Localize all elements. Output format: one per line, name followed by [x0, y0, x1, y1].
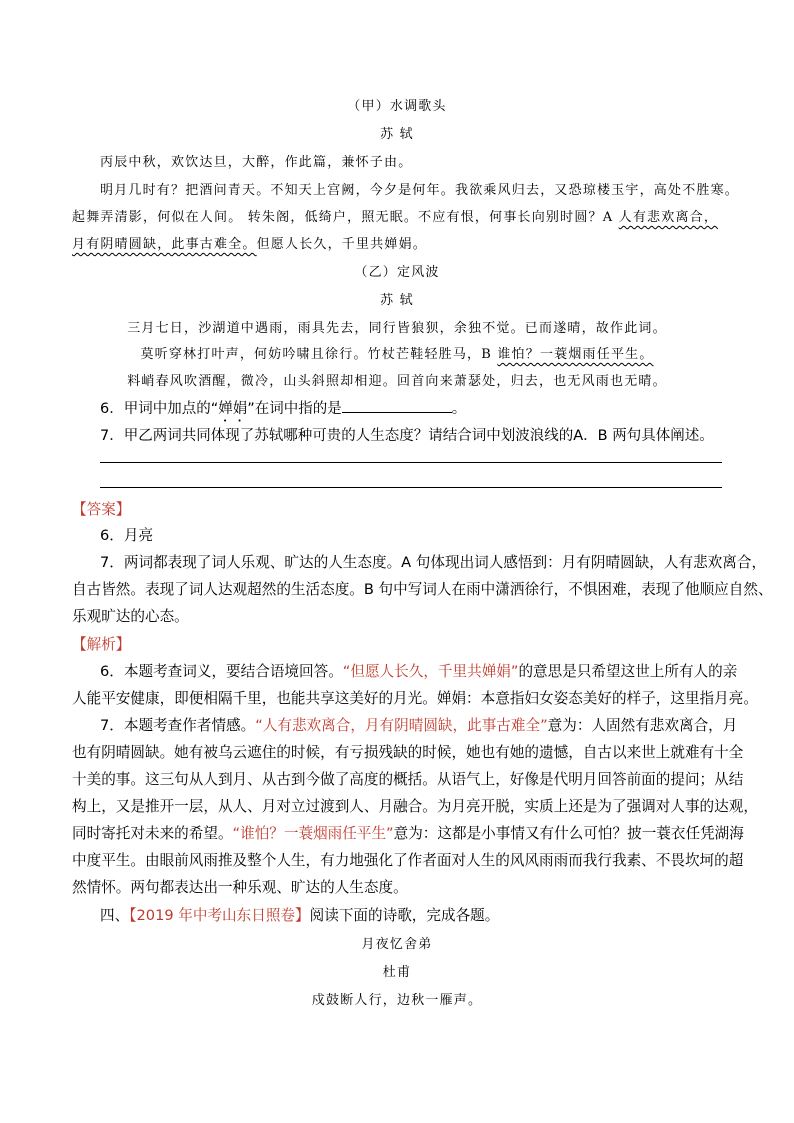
analysis-6-line-1 [100, 660, 737, 681]
question-7: 7．甲乙两词共同体现了苏轼哪种可贵的人生态度？请结合词中划波浪线的A．B 两句具体阐述。 [100, 428, 714, 444]
section-4-source-tag: 【2019 年中考山东日照卷】 [129, 907, 310, 924]
poem-b-line-1: 三月七日，沙湖道中遇雨，雨具先去，同行皆狼狈，余独不觉。已而遂晴，故作此词。 [127, 321, 667, 336]
poem-a-title: （甲）水调歌头 [347, 99, 447, 114]
poem-a-line-2 [72, 206, 718, 225]
poem-a-line-3-text: 但愿人长久，千里共婵娟。 [256, 237, 428, 252]
analysis-7-line-3: 十美的事。这三句从人到月、从古到今做了高度的概括。从语气上，好像是代明月回答前面的提问；从结 [72, 771, 744, 788]
analysis-7-quote-b: “谁怕？一蓑烟雨任平生” [232, 825, 394, 842]
poem-b-line-3: 料峭春风吹酒醒，微冷，山头斜照却相迎。回首向来萧瑟处，归去，也无风雨也无晴。 [127, 374, 667, 389]
poem-a-wavy-a-part1: 人有悲欢离合， [618, 210, 719, 225]
poem-a-preface: 丙辰中秋，欢饮达旦，大醉，作此篇，兼怀子由。 [100, 155, 413, 170]
poem-b-title: （乙）定风波 [354, 265, 440, 280]
analysis-6-text: 6．本题考查词义，要结合语境回答。 [100, 663, 343, 680]
analysis-7-text-2: 意为：人固然有悲欢离合，月 [547, 717, 738, 734]
analysis-6-text-2: 的意思是只希望这世上所有人的亲 [518, 663, 738, 680]
analysis-7-line-5 [72, 822, 744, 843]
poem-a-line-1: 明月几时有？把酒问青天。不知天上宫阙，今夕是何年。我欲乘风归去，又恐琼楼玉宇，高处不胜寒。 [100, 183, 740, 198]
section-4-instruction: 阅读下面的诗歌，完成各题。 [309, 907, 500, 924]
poem-c-title: 月夜忆舍弟 [361, 937, 433, 952]
poem-a-line-3 [72, 233, 427, 252]
analysis-7-quote-a: “人有悲欢离合，月有阴晴圆缺，此事古难全” [255, 717, 548, 734]
analysis-6-quote: “但愿人长久，千里共婵娟” [342, 663, 519, 680]
question-6-text-2: ”在词中指的是 [247, 401, 342, 417]
analysis-7-line-6: 中度平生。由眼前风雨推及整个人生，有力地强化了作者面对人生的风风雨雨而我行我素、不畏坎坷的超 [72, 852, 744, 869]
question-6-end: 。 [451, 401, 467, 417]
analysis-7-line-7: 然情怀。两句都表达出一种乐观、旷达的人生态度。 [72, 879, 408, 896]
question-6-answer-blank[interactable] [342, 398, 452, 413]
answer-7-line-2: 自古皆然。表现了词人达观超然的生活态度。B 句中写词人在雨中潇洒徐行，不惧困难，表现了他顺应自然、 [72, 581, 773, 598]
answer-7-line-3: 乐观旷达的心态。 [72, 608, 189, 625]
poem-b-author: 苏 轼 [380, 293, 414, 308]
analysis-heading: 【解析】 [72, 636, 131, 653]
poem-a-author: 苏 轼 [380, 127, 414, 142]
analysis-7-line-4: 构上，又是推开一层，从人、月对立过渡到人、月融合。为月亮开脱，实质上还是为了强调对人事的达观， [72, 798, 758, 815]
answer-heading: 【答案】 [72, 501, 131, 518]
poem-b-wavy-b: 谁怕？一蓑烟雨任平生。 [497, 347, 654, 362]
analysis-7-text-3: 同时寄托对未来的希望。 [72, 825, 233, 842]
poem-c-line-1: 戍鼓断人行，边秋一雁声。 [311, 993, 483, 1008]
section-4-heading [100, 904, 499, 925]
answer-6: 6．月亮 [100, 527, 154, 544]
poem-a-line-2-text: 起舞弄清影，何似在人间。 转朱阁，低绮户，照无眠。不应有恨，何事长向别时圆？A [72, 210, 619, 225]
poem-b-line-2 [0, 343, 794, 362]
question-6-dotted-word: 婵娟 [218, 401, 248, 417]
poem-b-line-2-text: 莫听穿林打叶声，何妨吟啸且徐行。竹杖芒鞋轻胜马，B [140, 347, 498, 362]
poem-a-wavy-a-part2: 月有阴晴圆缺，此事古难全。 [72, 237, 257, 252]
analysis-7-line-1 [100, 714, 737, 735]
answer-7-line-1: 7．两词都表现了词人乐观、旷达的人生态度。A 句体现出词人感悟到：月有阴晴圆缺，人有悲欢离合， [100, 554, 767, 571]
question-6 [100, 397, 466, 425]
analysis-7-line-2: 也有阴晴圆缺。她有被乌云遮住的时候，有亏损残缺的时候，她也有她的遗憾，自古以来世上就难有十全 [72, 744, 744, 761]
poem-c-author: 杜甫 [382, 965, 412, 980]
section-4-prefix: 四、 [100, 907, 130, 924]
analysis-7-text-4: 意为：这都是小事情又有什么可怕？披一蓑衣任凭湖海 [393, 825, 744, 842]
analysis-7-text: 7．本题考查作者情感。 [100, 717, 256, 734]
question-6-text: 6．甲词中加点的“ [100, 401, 219, 417]
analysis-6-line-2: 人能平安健康，即便相隔千里，也能共享这美好的月光。婵娟：本意指妇女姿态美好的样子，这里指月亮。 [72, 690, 758, 707]
answer-line-1[interactable] [100, 462, 722, 463]
answer-line-2[interactable] [100, 487, 722, 488]
